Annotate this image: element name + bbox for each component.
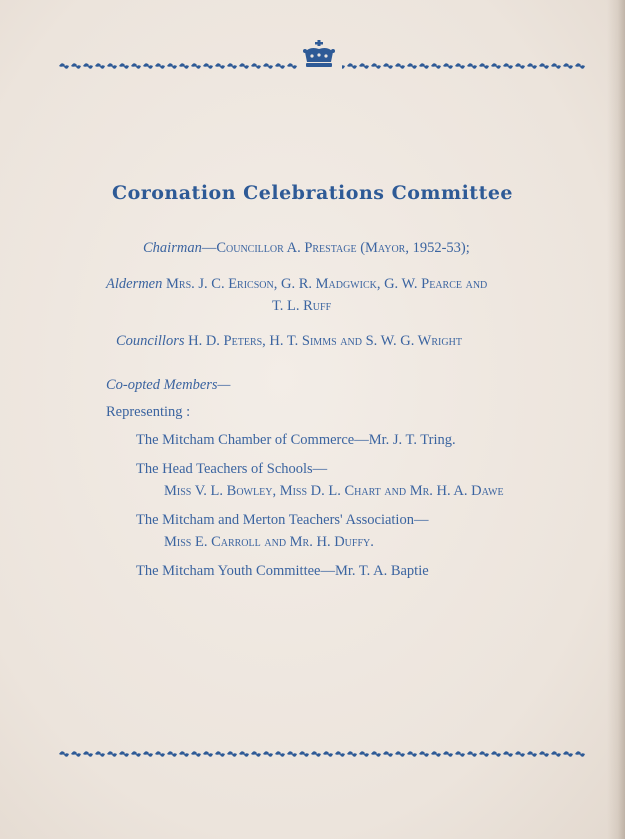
- top-floral-border: [58, 60, 586, 72]
- entry-head-teachers-names: Miss V. L. Bowley, Miss D. L. Chart and Mr. H. A. Dawe: [164, 483, 504, 499]
- entry-line: The Head Teachers of Schools—: [136, 461, 328, 477]
- representing-label: Representing :: [106, 404, 191, 420]
- aldermen-text-line1: Mrs. J. C. Ericson, G. R. Madgwick, G. W. Pearce and: [166, 276, 488, 292]
- entry-teachers-association-names: Miss E. Carroll and Mr. H. Duffy.: [164, 534, 374, 550]
- entry-line: The Mitcham Youth Committee—Mr. T. A. Baptie: [136, 563, 429, 579]
- entry-head-teachers: [136, 461, 327, 478]
- councillors-label: Councillors: [116, 333, 185, 349]
- aldermen-label: Aldermen: [106, 276, 163, 292]
- chairman-dash: —: [201, 240, 217, 256]
- entry-chamber-of-commerce: [136, 432, 456, 449]
- entry-line: The Mitcham and Merton Teachers' Association—: [136, 512, 429, 528]
- councillors-text: H. D. Peters, H. T. Simms and S. W. G. Wright: [188, 333, 462, 349]
- page-title: Coronation Celebrations Committee: [111, 182, 514, 204]
- aldermen-text-line2: T. L. Ruff: [272, 298, 332, 314]
- chairman-line: [143, 240, 470, 257]
- page-gutter-shadow: [607, 0, 625, 839]
- chairman-text: Councillor A. Prestage (Mayor, 1952-53);: [216, 240, 470, 256]
- entry-line: The Mitcham Chamber of Commerce—Mr. J. T. Tring.: [136, 432, 456, 448]
- coopted-label: Co-opted Members—: [106, 377, 231, 393]
- chairman-label: Chairman: [143, 240, 202, 256]
- entry-teachers-association: [136, 512, 428, 529]
- councillors-line: [116, 333, 462, 350]
- aldermen-line: [106, 276, 487, 293]
- bottom-floral-border: [58, 748, 586, 760]
- entry-youth-committee: [136, 563, 429, 580]
